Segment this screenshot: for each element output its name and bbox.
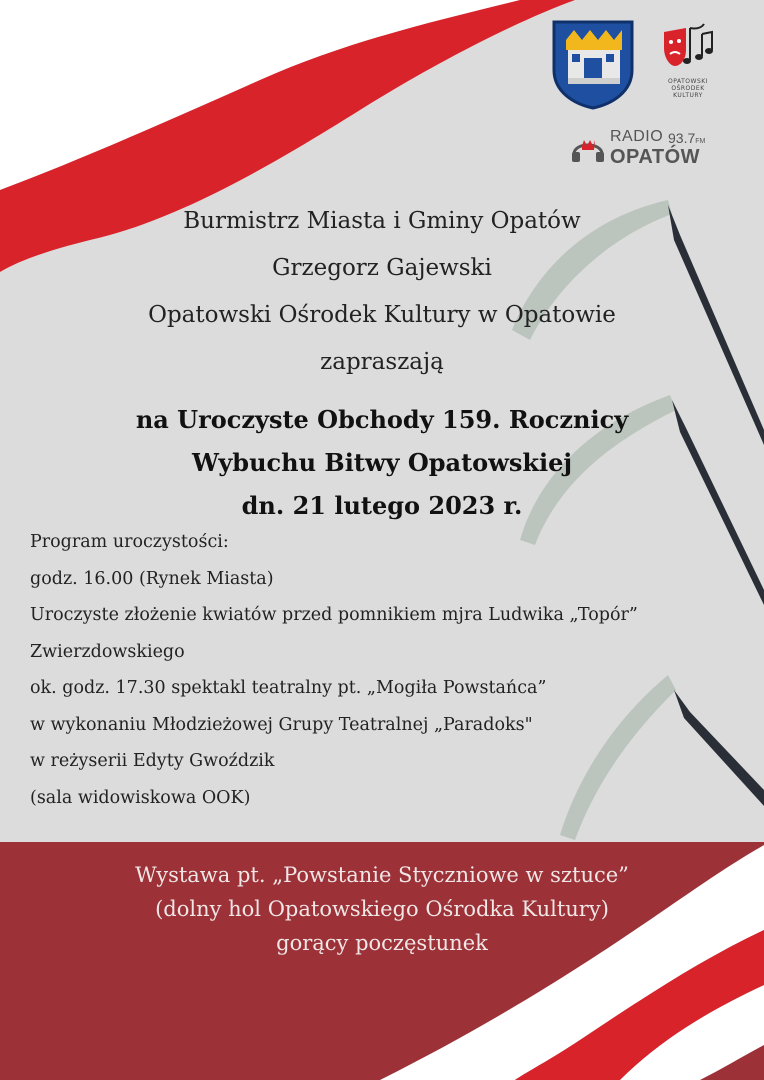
program-block — [30, 524, 750, 816]
program-line-7: w reżyserii Edyty Gwoździk — [30, 751, 275, 771]
organizer-line-4: zapraszają — [320, 349, 444, 375]
radio-headphones-icon — [570, 132, 606, 164]
logos-area — [550, 16, 720, 176]
organizer-line-2: Grzegorz Gajewski — [272, 255, 492, 281]
exhibition-line: Wystawa pt. „Powstanie Styczniowe w sztuce” — [135, 863, 629, 887]
radio-opatow-logo — [570, 128, 720, 172]
program-line-6: w wykonaniu Młodzieżowej Grupy Teatralnej „Paradoks" — [30, 714, 533, 735]
organizer-line-1: Burmistrz Miasta i Gminy Opatów — [183, 208, 581, 234]
ook-logo-line-2: OŚRODEK — [671, 85, 705, 92]
event-line-1: na Uroczyste Obchody 159. Rocznicy — [135, 405, 629, 434]
program-line-4: Zwierzdowskiego — [30, 641, 185, 662]
program-line-3: Uroczyste złożenie kwiatów przed pomnikiem mjra Ludwika „Topór” — [30, 605, 638, 625]
ook-logo-line-1: OPATOWSKI — [668, 78, 708, 85]
event-line-2: Wybuchu Bitwy Opatowskiej — [191, 448, 573, 477]
event-date: dn. 21 lutego 2023 r. — [241, 491, 523, 520]
program-line-5: ok. godz. 17.30 spektakl teatralny pt. „Mogiła Powstańca” — [30, 678, 547, 698]
program-heading: Program uroczystości: — [30, 532, 229, 552]
ook-logo-line-3: KULTURY — [673, 92, 703, 99]
radio-frequency — [668, 130, 705, 146]
exhibition-location: (dolny hol Opatowskiego Ośrodka Kultury) — [155, 897, 609, 921]
radio-band: FM — [695, 138, 706, 145]
radio-frequency-value: 93.7 — [668, 130, 696, 146]
organizers-block — [0, 198, 764, 386]
bottom-info-block — [0, 858, 764, 960]
radio-name: OPATÓW — [610, 146, 701, 168]
coat-of-arms-icon — [550, 18, 636, 110]
theatre-mask-icon — [660, 20, 716, 78]
program-line-2: godz. 16.00 (Rynek Miasta) — [30, 568, 274, 589]
organizer-line-3: Opatowski Ośrodek Kultury w Opatowie — [148, 302, 616, 328]
refreshments-line: gorący poczęstunek — [276, 931, 488, 955]
ook-logo — [658, 20, 718, 116]
event-title-block — [0, 398, 764, 527]
program-line-8: (sala widowiskowa OOK) — [30, 787, 251, 808]
radio-word: RADIO — [610, 128, 664, 145]
